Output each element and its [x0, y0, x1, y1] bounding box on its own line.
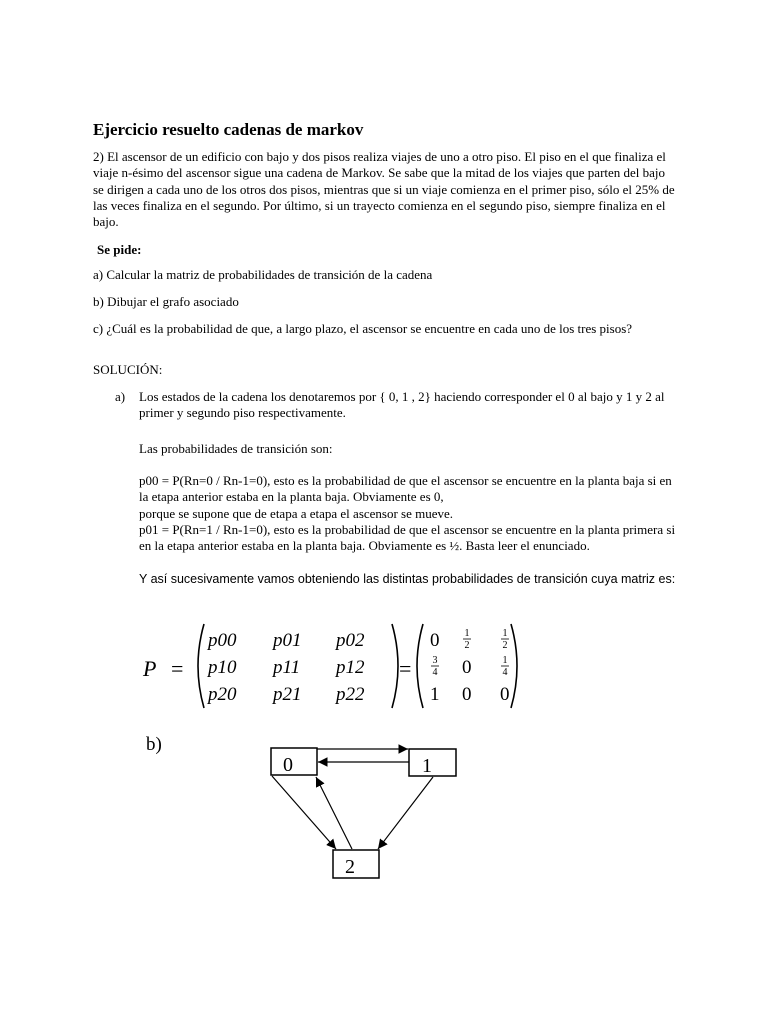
matrix-intro-text: Y así sucesivamente vamos obteniendo las distintas probabilidades de transición cuya matriz es: [139, 572, 676, 586]
question-b: b) Dibujar el grafo asociado [93, 294, 239, 309]
problem-statement: 2) El ascensor de un edificio con bajo y dos pisos realiza viajes de uno a otro piso. El piso en el que finaliza el viaje n-ésimo del ascensor sigue una cadena de Markov. Se sabe que la mitad de los viajes que parten del bajo se dirigen a cada uno de los otros dos pisos, mientras que si un viaje comienza en el primer piso, sólo el 25% de las veces finaliza en el segundo. Por último, si un trayecto comienza en el segundo piso, siempre finaliza en el bajo. [93, 149, 675, 230]
matrix-symbolic-cell: p01 [273, 630, 302, 651]
matrix-symbolic-cell: p02 [336, 630, 365, 651]
matrix-symbolic-cell: p10 [208, 657, 237, 678]
fraction-denominator: 2 [502, 640, 508, 651]
matrix-numeric-cell: 1 [430, 684, 440, 705]
fraction-numerator: 1 [502, 628, 508, 639]
node-0 [271, 748, 317, 776]
matrix-symbol: P [143, 656, 157, 681]
node-2 [333, 850, 379, 878]
edge-1-to-2 [378, 777, 433, 849]
fraction-numerator: 3 [432, 655, 438, 666]
question-c: c) ¿Cuál es la probabilidad de que, a largo plazo, el ascensor se encuentre en cada uno de los tres pisos? [93, 321, 633, 336]
matrix-equals-1: = [171, 656, 184, 681]
fraction-numerator: 1 [502, 655, 508, 666]
p00-explanation: p00 = P(Rn=0 / Rn-1=0), esto es la probabilidad de que el ascensor se encuentre en la planta baja si en la etapa anterior estaba en la planta baja. Obviamente es 0, [139, 473, 672, 505]
solution-a-marker: a) [115, 389, 126, 404]
matrix-numeric-cell: 0 [430, 630, 440, 651]
page-title: Ejercicio resuelto cadenas de markov [93, 120, 364, 139]
matrix-numeric-cell: 0 [462, 684, 472, 705]
edge-2-to-0 [316, 777, 352, 849]
states-text: Los estados de la cadena los denotaremos por { 0, 1 , 2} haciendo corresponder el 0 al bajo y 1 y 2 al primer y segundo piso respectivamente. [139, 389, 665, 421]
matrix-numeric-cell: 0 [500, 684, 510, 705]
se-pide-heading: Se pide: [97, 242, 142, 257]
fraction-denominator: 4 [502, 667, 508, 678]
matrix-symbolic-cell: p21 [273, 684, 302, 705]
matrix-symbolic-cell: p12 [336, 657, 365, 678]
fraction-denominator: 4 [432, 667, 438, 678]
solution-heading: SOLUCIÓN: [93, 362, 163, 377]
node-2-label: 2 [345, 856, 355, 878]
matrix-symbolic-cell: p00 [208, 630, 237, 651]
matrix-symbolic-cell: p20 [208, 684, 237, 705]
porque-text: porque se supone que de etapa a etapa el ascensor se mueve. [139, 506, 454, 521]
node-1 [409, 749, 456, 777]
graph-label: b) [146, 734, 162, 755]
p01-explanation: p01 = P(Rn=1 / Rn-1=0), esto es la probabilidad de que el ascensor se encuentre en la planta primera si en la etapa anterior estaba en la planta baja. Obviamente es ½. Basta leer el enunciado. [139, 522, 676, 554]
matrix-symbolic-cell: p22 [336, 684, 365, 705]
fraction-numerator: 1 [464, 628, 470, 639]
node-0-label: 0 [283, 754, 293, 776]
matrix-equals-2: = [399, 656, 412, 681]
matrix-numeric-cell: 0 [462, 657, 472, 678]
node-1-label: 1 [422, 755, 432, 777]
matrix-symbolic-cell: p11 [273, 657, 301, 678]
edge-0-to-2 [272, 776, 336, 849]
transitions-heading: Las probabilidades de transición son: [139, 441, 333, 456]
fraction-denominator: 2 [464, 640, 470, 651]
question-a: a) Calcular la matriz de probabilidades de transición de la cadena [93, 267, 433, 282]
